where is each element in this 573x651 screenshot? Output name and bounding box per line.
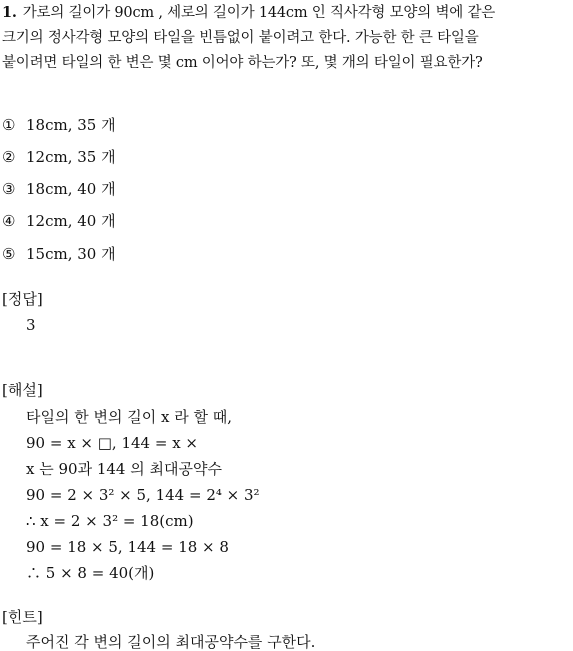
choice-4-number: ④ — [2, 212, 16, 230]
choice-4-text: 12cm, 40 개 — [26, 212, 116, 230]
explanation-line-6: 90 = 18 × 5, 144 = 18 × 8 — [26, 538, 229, 556]
explanation-line-2: 90 = x × □, 144 = x × — [26, 434, 198, 452]
choice-4[interactable] — [2, 212, 116, 230]
question-line-1 — [2, 4, 495, 22]
explanation-line-5: ∴ x = 2 × 3² = 18(cm) — [26, 512, 194, 530]
explanation-heading: [해설] — [2, 381, 43, 399]
answer-value: 3 — [26, 316, 36, 334]
choice-3-number: ③ — [2, 180, 16, 198]
explanation-line-3: x 는 90과 144 의 최대공약수 — [26, 460, 222, 478]
choice-1-text: 18cm, 35 개 — [26, 116, 116, 134]
choice-5[interactable] — [2, 245, 116, 263]
question-text-1: 가로의 길이가 90cm , 세로의 길이가 144cm 인 직사각형 모양의 벽에 같은 — [22, 5, 496, 21]
choice-1-number: ① — [2, 116, 16, 134]
answer-heading: [정답] — [2, 290, 43, 308]
explanation-line-1: 타일의 한 변의 길이 x 라 할 때, — [26, 408, 232, 426]
question-number: 1. — [2, 4, 17, 21]
explanation-line-4: 90 = 2 × 3² × 5, 144 = 2⁴ × 3² — [26, 486, 260, 504]
question-line-3: 붙이려면 타일의 한 변은 몇 cm 이어야 하는가? 또, 몇 개의 타일이 필요한가? — [2, 55, 483, 71]
hint-text: 주어진 각 변의 길이의 최대공약수를 구한다. — [26, 633, 316, 651]
choice-2[interactable] — [2, 148, 116, 166]
hint-heading: [힌트] — [2, 608, 43, 626]
choice-3[interactable] — [2, 180, 116, 198]
question-line-2: 크기의 정사각형 모양의 타일을 빈틈없이 붙이려고 한다. 가능한 한 큰 타일을 — [2, 30, 479, 46]
explanation-line-7: ∴ 5 × 8 = 40(개) — [26, 564, 155, 582]
choice-2-number: ② — [2, 148, 16, 166]
choice-1[interactable] — [2, 116, 116, 134]
choice-2-text: 12cm, 35 개 — [26, 148, 116, 166]
choice-5-text: 15cm, 30 개 — [26, 245, 116, 263]
choice-3-text: 18cm, 40 개 — [26, 180, 116, 198]
choice-5-number: ⑤ — [2, 245, 16, 263]
